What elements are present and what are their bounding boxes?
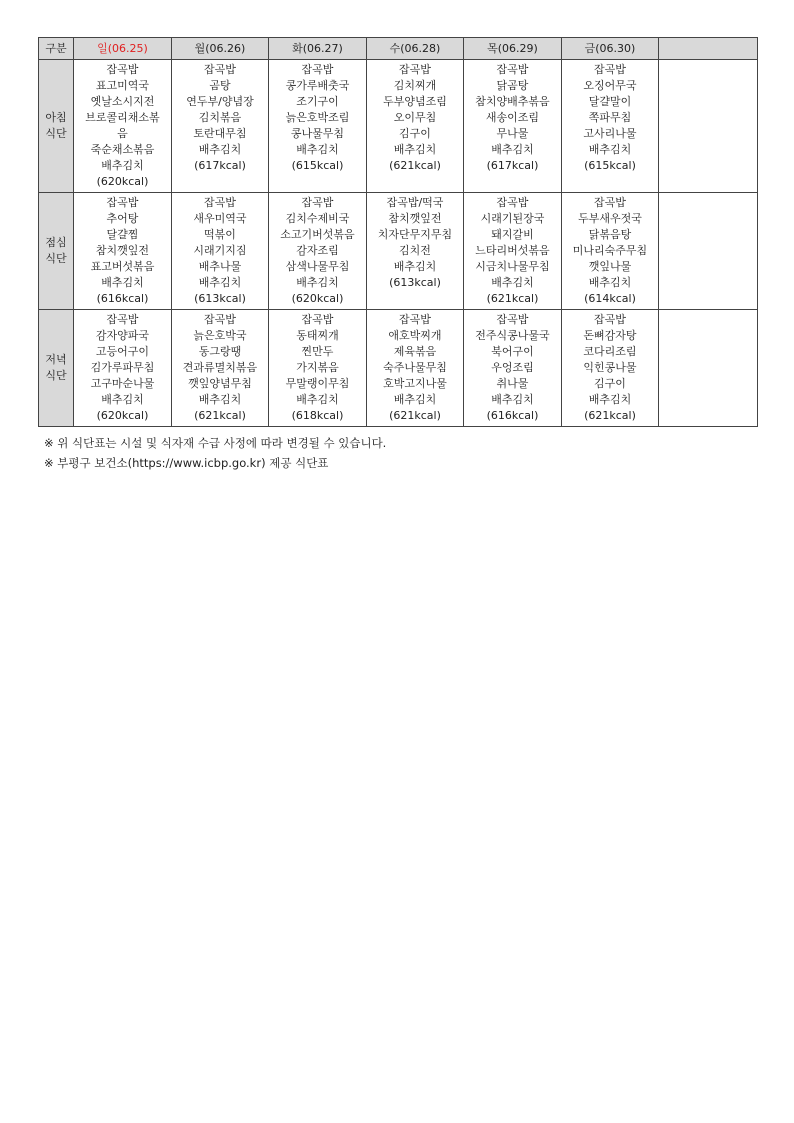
menu-item: (621kcal) (389, 159, 441, 172)
meal-label-line: 식단 (45, 369, 67, 382)
menu-list (659, 60, 757, 64)
menu-item: 닭볶음탕 (588, 228, 632, 241)
menu-item: 깻잎나물 (588, 260, 632, 273)
menu-item: 배추김치 (101, 276, 144, 289)
menu-item: 배추김치 (588, 393, 632, 406)
menu-cell (562, 60, 659, 193)
menu-item: 오징어무국 (583, 79, 637, 92)
menu-item: 잡곡밥 (301, 63, 334, 76)
menu-list (659, 193, 757, 197)
menu-item: 배추김치 (491, 276, 534, 289)
menu-item: 우엉조림 (491, 361, 534, 374)
menu-item: 늙은호박조림 (285, 111, 350, 124)
menu-item: 동그랑땡 (198, 345, 242, 358)
menu-item: 배추김치 (296, 276, 339, 289)
menu-item: 브로콜리채소볶 (85, 111, 160, 124)
menu-list (562, 193, 658, 309)
menu-item: 돼지갈비 (491, 228, 534, 241)
menu-list (562, 60, 658, 176)
menu-item: 콩가루배춧국 (285, 79, 350, 92)
menu-item: (617kcal) (194, 159, 246, 172)
menu-list (74, 193, 171, 309)
menu-cell (464, 60, 562, 193)
menu-item: 음 (117, 127, 128, 140)
menu-item: 김치볶음 (198, 111, 242, 124)
menu-item: (616kcal) (486, 409, 539, 422)
menu-cell (367, 193, 464, 310)
menu-cell (172, 193, 269, 310)
menu-item: 숙주나물무침 (383, 361, 447, 374)
menu-list (464, 193, 561, 309)
menu-item: 애호박찌개 (388, 329, 442, 342)
weekly-meal-table (38, 37, 758, 427)
menu-cell (172, 60, 269, 193)
menu-item: 김구이 (594, 377, 626, 390)
day-header-thu: 목(06.29) (464, 38, 562, 60)
menu-item: 잡곡밥 (496, 313, 529, 326)
menu-list (659, 310, 757, 314)
menu-list (464, 60, 561, 176)
menu-item: 배추나물 (198, 260, 242, 273)
menu-item: 시래기된장국 (480, 212, 545, 225)
menu-item: 치자단무지무침 (377, 228, 453, 241)
menu-item: 배추김치 (198, 276, 242, 289)
menu-item: 배추김치 (588, 276, 632, 289)
menu-item: 제육볶음 (393, 345, 437, 358)
menu-item: 죽순채소볶음 (90, 143, 155, 156)
menu-item: (621kcal) (584, 409, 636, 422)
menu-item: 새우미역국 (193, 212, 247, 225)
day-header-sun: 일(06.25) (74, 38, 172, 60)
meal-label-line: 저녁 (45, 353, 67, 366)
menu-item: 두부양념조림 (383, 95, 447, 108)
menu-item: 떡볶이 (204, 228, 236, 241)
menu-item: 잡곡밥 (204, 63, 236, 76)
menu-item: 잡곡밥 (496, 196, 529, 209)
day-header-fri: 금(06.30) (562, 38, 659, 60)
menu-cell (562, 310, 659, 427)
meal-label (39, 310, 74, 427)
menu-item: 잡곡밥 (301, 313, 334, 326)
menu-list (74, 60, 171, 192)
menu-item: 곰탕 (209, 79, 231, 92)
menu-item: 두부새우젓국 (578, 212, 642, 225)
menu-item: 김구이 (399, 127, 431, 140)
menu-item: 옛날소시지전 (90, 95, 155, 108)
menu-item: 잡곡밥 (204, 196, 236, 209)
menu-item: 배추김치 (491, 393, 534, 406)
menu-item: 배추김치 (296, 143, 339, 156)
meal-label-line: 점심 (45, 236, 67, 249)
menu-item: 콩나물무침 (290, 127, 345, 140)
footnote-source: ※ 부평구 보건소(https://www.icbp.go.kr) 제공 식단표 (44, 456, 329, 470)
menu-item: (620kcal) (96, 409, 149, 422)
menu-cell (464, 193, 562, 310)
menu-item: 추어탕 (106, 212, 139, 225)
menu-list (172, 310, 268, 426)
menu-item: 잡곡밥 (594, 313, 626, 326)
menu-item: 김치수제비국 (285, 212, 350, 225)
menu-cell (659, 60, 758, 193)
menu-item: 김치찌개 (393, 79, 437, 92)
menu-list (269, 310, 366, 426)
menu-cell (269, 310, 367, 427)
menu-item: 코다리조림 (583, 345, 637, 358)
menu-item: 찐만두 (301, 345, 334, 358)
menu-item: 잡곡밥 (594, 63, 626, 76)
menu-item: (620kcal) (96, 175, 149, 188)
menu-item: 잡곡밥 (106, 63, 139, 76)
menu-item: 잡곡밥/떡국 (386, 196, 444, 209)
menu-item: 잡곡밥 (496, 63, 529, 76)
menu-item: 참치깻잎전 (388, 212, 442, 225)
menu-item: 토란대무침 (193, 127, 247, 140)
menu-cell (659, 193, 758, 310)
menu-item: 익힌콩나물 (583, 361, 637, 374)
menu-list (269, 60, 366, 176)
menu-item: (613kcal) (194, 292, 246, 305)
menu-list (74, 310, 171, 426)
menu-item: 배추김치 (101, 159, 144, 172)
day-header-sat (659, 38, 758, 60)
menu-item: 깻잎양념무침 (188, 377, 252, 390)
menu-cell (74, 193, 172, 310)
menu-item: 오이무침 (393, 111, 437, 124)
menu-item: 시금치나물무침 (475, 260, 550, 273)
menu-list (367, 60, 463, 176)
menu-item: 고사리나물 (583, 127, 637, 140)
menu-item: 잡곡밥 (301, 196, 334, 209)
menu-list (367, 310, 463, 426)
menu-item: 무나물 (496, 127, 529, 140)
menu-item: 견과류멸치볶음 (182, 361, 258, 374)
menu-item: 참치깻잎전 (95, 244, 150, 257)
menu-item: 배추김치 (491, 143, 534, 156)
day-header-mon: 월(06.26) (172, 38, 269, 60)
category-header: 구분 (39, 38, 74, 60)
menu-item: 배추김치 (198, 393, 242, 406)
menu-item: 감자양파국 (95, 329, 150, 342)
menu-item: 배추김치 (393, 143, 437, 156)
meal-label-line: 식단 (45, 252, 67, 265)
menu-item: 북어구이 (491, 345, 534, 358)
day-header-wed: 수(06.28) (367, 38, 464, 60)
menu-item: 배추김치 (296, 393, 339, 406)
menu-item: (620kcal) (291, 292, 344, 305)
menu-item: 달걀찜 (106, 228, 139, 241)
meal-label (39, 60, 74, 193)
menu-item: 감자조림 (296, 244, 339, 257)
menu-item: 가지볶음 (296, 361, 339, 374)
day-header-tue: 화(06.27) (269, 38, 367, 60)
menu-item: (615kcal) (291, 159, 344, 172)
menu-cell (269, 193, 367, 310)
menu-cell (74, 60, 172, 193)
table-header-row (39, 38, 758, 60)
menu-item: 배추김치 (588, 143, 632, 156)
meal-label (39, 193, 74, 310)
menu-item: 배추김치 (101, 393, 144, 406)
menu-item: 미나리숙주무침 (572, 244, 648, 257)
meal-label-line: 아침 (45, 111, 67, 124)
menu-item: 동태찌개 (296, 329, 339, 342)
menu-item: 배추김치 (393, 260, 437, 273)
menu-item: 느타리버섯볶음 (475, 244, 550, 257)
menu-list (367, 193, 463, 293)
menu-cell (74, 310, 172, 427)
menu-item: 고등어구이 (95, 345, 150, 358)
menu-item: 새송이조림 (485, 111, 540, 124)
menu-item: 시래기지짐 (193, 244, 247, 257)
menu-item: 잡곡밥 (106, 313, 139, 326)
menu-item: 잡곡밥 (399, 63, 431, 76)
menu-item: 삼색나물무침 (285, 260, 350, 273)
menu-item: 달걀말이 (588, 95, 632, 108)
meal-row-breakfast (39, 60, 758, 193)
menu-item: 잡곡밥 (106, 196, 139, 209)
menu-item: 김치전 (399, 244, 431, 257)
menu-item: 무말랭이무침 (285, 377, 350, 390)
menu-item: 돈뼈감자탕 (583, 329, 637, 342)
menu-item: 배추김치 (393, 393, 437, 406)
menu-item: 조기구이 (296, 95, 339, 108)
menu-item: 소고기버섯볶음 (280, 228, 355, 241)
meal-row-lunch (39, 193, 758, 310)
menu-item: (613kcal) (389, 276, 441, 289)
menu-cell (464, 310, 562, 427)
menu-item: 배추김치 (198, 143, 242, 156)
menu-item: (615kcal) (584, 159, 636, 172)
menu-item: 취나물 (496, 377, 529, 390)
menu-list (172, 60, 268, 176)
menu-list (464, 310, 561, 426)
menu-item: 표고버섯볶음 (90, 260, 155, 273)
menu-cell (562, 193, 659, 310)
menu-item: 쪽파무침 (588, 111, 632, 124)
menu-list (172, 193, 268, 309)
menu-item: (618kcal) (291, 409, 344, 422)
menu-cell (367, 60, 464, 193)
menu-item: 표고미역국 (95, 79, 150, 92)
menu-item: (617kcal) (486, 159, 539, 172)
menu-item: (616kcal) (96, 292, 149, 305)
menu-item: 호박고지나물 (383, 377, 447, 390)
menu-item: (621kcal) (194, 409, 246, 422)
menu-item: 늙은호박국 (193, 329, 247, 342)
menu-list (562, 310, 658, 426)
menu-item: 김가루파무침 (90, 361, 155, 374)
menu-list (269, 193, 366, 309)
menu-item: 연두부/양념장 (186, 95, 254, 108)
menu-item: 잡곡밥 (594, 196, 626, 209)
menu-item: 전주식콩나물국 (475, 329, 550, 342)
menu-item: 고구마순나물 (90, 377, 155, 390)
menu-item: 잡곡밥 (204, 313, 236, 326)
menu-item: 참치양배추볶음 (475, 95, 550, 108)
menu-item: (621kcal) (389, 409, 441, 422)
meal-label-line: 식단 (45, 127, 67, 140)
meal-row-dinner (39, 310, 758, 427)
menu-item: 닭곰탕 (496, 79, 529, 92)
menu-cell (269, 60, 367, 193)
menu-item: (614kcal) (584, 292, 636, 305)
menu-cell (172, 310, 269, 427)
footnote-change-notice: ※ 위 식단표는 시설 및 식자재 수급 사정에 따라 변경될 수 있습니다. (44, 436, 387, 450)
footnotes (38, 433, 757, 473)
menu-item: (621kcal) (486, 292, 539, 305)
meal-plan-page (38, 37, 757, 473)
menu-cell (659, 310, 758, 427)
menu-item: 잡곡밥 (399, 313, 431, 326)
menu-cell (367, 310, 464, 427)
